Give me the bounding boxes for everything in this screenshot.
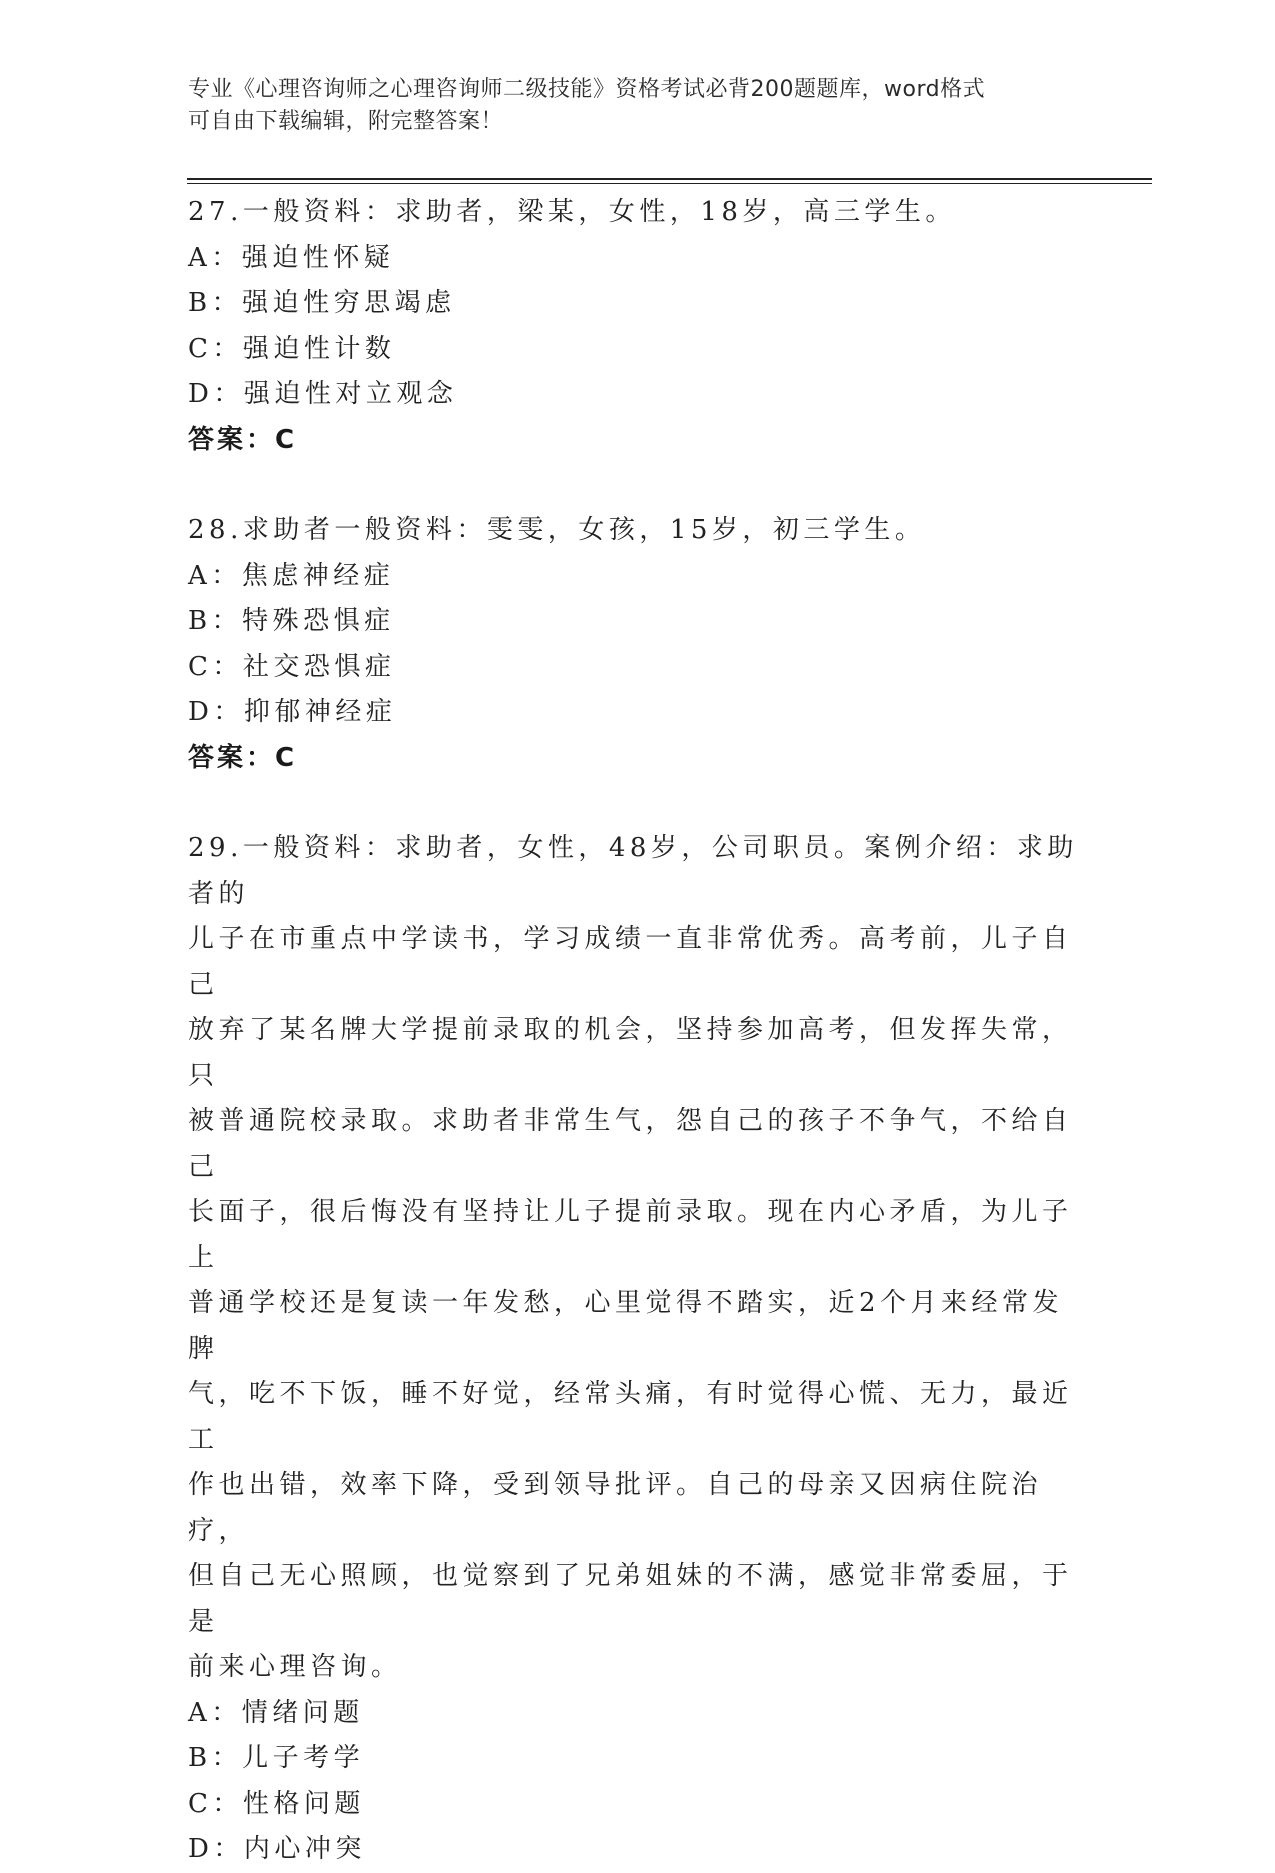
option-d: D：强迫性对立观念 <box>188 379 458 409</box>
question-stem: 27.一般资料：求助者，梁某，女性，18岁，高三学生。 <box>188 197 956 227</box>
header-rule-thick <box>187 178 1152 180</box>
question-stem-line: 气，吃不下饭，睡不好觉，经常头痛，有时觉得心慌、无力，最近工 <box>188 1379 1073 1455</box>
option-b: B：强迫性穷思竭虑 <box>188 288 456 318</box>
option-d: D：抑郁神经症 <box>188 697 397 727</box>
option-c: C：性格问题 <box>188 1788 365 1819</box>
question-spacer <box>188 781 1088 826</box>
question-stem-line: 长面子，很后悔没有坚持让儿子提前录取。现在内心矛盾，为儿子上 <box>188 1197 1073 1273</box>
option-d: D：内心冲突 <box>188 1834 366 1864</box>
answer: 答案：C <box>188 742 298 773</box>
header-rule-thin <box>187 183 1152 184</box>
question-stem-line: 普通学校还是复读一年发愁，心里觉得不踏实，近2个月来经常发脾 <box>188 1288 1064 1364</box>
question-29 <box>188 826 1088 1873</box>
answer: 答案：C <box>188 424 298 455</box>
option-a: A：强迫性怀疑 <box>188 242 395 273</box>
question-stem-line: 但自己无心照顾，也觉察到了兄弟姐妹的不满，感觉非常委屈，于是 <box>188 1561 1073 1637</box>
question-list <box>188 190 1088 1873</box>
question-stem-line: 29.一般资料：求助者，女性，48岁，公司职员。案例介绍：求助者的 <box>188 833 1078 909</box>
option-c: C：社交恐惧症 <box>188 651 396 682</box>
header-line-2: 可自由下载编辑，附完整答案！ <box>188 109 504 134</box>
question-stem-line: 作也出错，效率下降，受到领导批评。自己的母亲又因病住院治疗， <box>188 1470 1043 1546</box>
question-27 <box>188 190 1088 463</box>
option-a: A：焦虑神经症 <box>188 560 395 591</box>
document-header <box>188 74 1088 138</box>
question-stem-line: 被普通院校录取。求助者非常生气，怨自己的孩子不争气，不给自己 <box>188 1106 1073 1182</box>
question-stem: 28.求助者一般资料：雯雯，女孩，15岁，初三学生。 <box>188 515 926 545</box>
question-spacer <box>188 463 1088 508</box>
question-28 <box>188 508 1088 781</box>
option-a: A：情绪问题 <box>188 1697 364 1728</box>
question-stem-line: 儿子在市重点中学读书，学习成绩一直非常优秀。高考前，儿子自己 <box>188 924 1073 1000</box>
question-stem-line: 前来心理咨询。 <box>188 1652 402 1682</box>
header-line-1: 专业《心理咨询师之心理咨询师二级技能》资格考试必背200题题库，word格式 <box>188 77 986 102</box>
option-c: C：强迫性计数 <box>188 333 396 364</box>
question-stem-line: 放弃了某名牌大学提前录取的机会，坚持参加高考，但发挥失常，只 <box>188 1015 1073 1091</box>
option-b: B：儿子考学 <box>188 1743 365 1773</box>
option-b: B：特殊恐惧症 <box>188 606 395 636</box>
